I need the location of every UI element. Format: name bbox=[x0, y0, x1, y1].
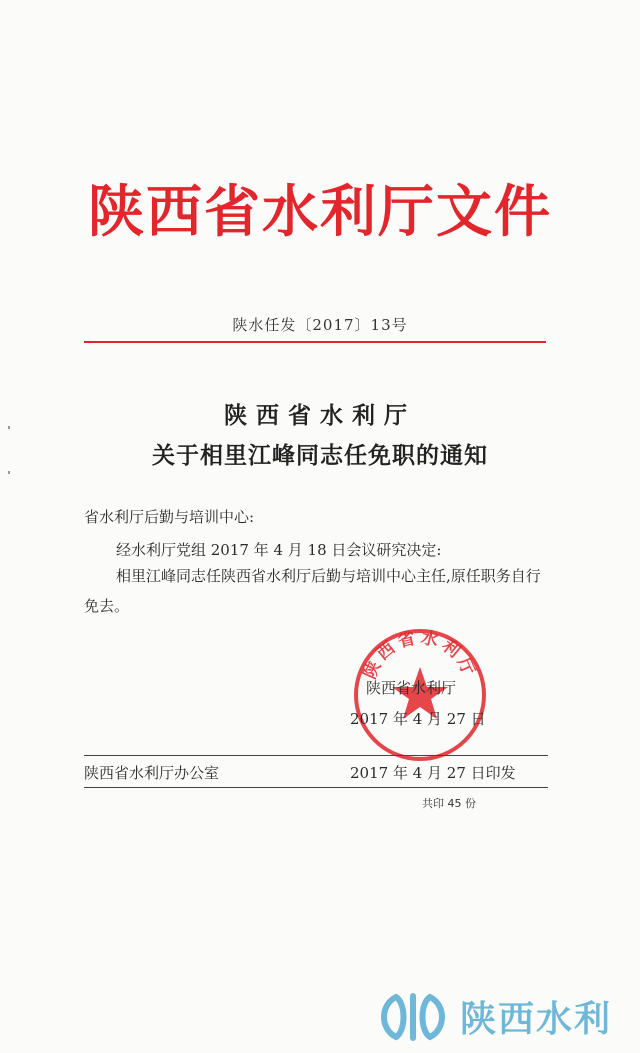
notice-paragraph: 经水利厅党组 2017 年 4 月 18 日会议研究决定: bbox=[116, 541, 442, 559]
issue-date: 2017 年 4 月 27 日印发 bbox=[350, 764, 516, 782]
notice-recipient: 省水利厅后勤与培训中心: bbox=[84, 508, 255, 526]
watermark-text: 陕西水利 bbox=[460, 998, 613, 1040]
scan-mark bbox=[8, 471, 10, 474]
document-header-title: 陕西省水利厅文件 bbox=[88, 180, 552, 245]
seal-text: 陕西省水利厅 bbox=[360, 627, 480, 683]
notice-paragraph: 相里江峰同志任陕西省水利厅后勤与培训中心主任,原任职务自行免去。 bbox=[84, 567, 541, 615]
document-number: 陕水任发〔2017〕13号 bbox=[232, 316, 408, 334]
footer-divider bbox=[84, 755, 548, 756]
watermark bbox=[372, 984, 612, 1048]
notice-title-org: 陕西省水利厅 bbox=[224, 402, 416, 429]
copies-count: 共印 45 份 bbox=[422, 797, 476, 810]
signature-org: 陕西省水利厅 bbox=[366, 679, 457, 697]
water-drops-logo-icon bbox=[372, 987, 454, 1045]
issuing-office: 陕西省水利厅办公室 bbox=[84, 764, 220, 782]
signature-date: 2017 年 4 月 27 日 bbox=[350, 710, 486, 728]
footer-divider bbox=[84, 787, 548, 788]
red-divider-line bbox=[84, 341, 546, 343]
notice-title-subject: 关于相里江峰同志任免职的通知 bbox=[152, 442, 488, 469]
